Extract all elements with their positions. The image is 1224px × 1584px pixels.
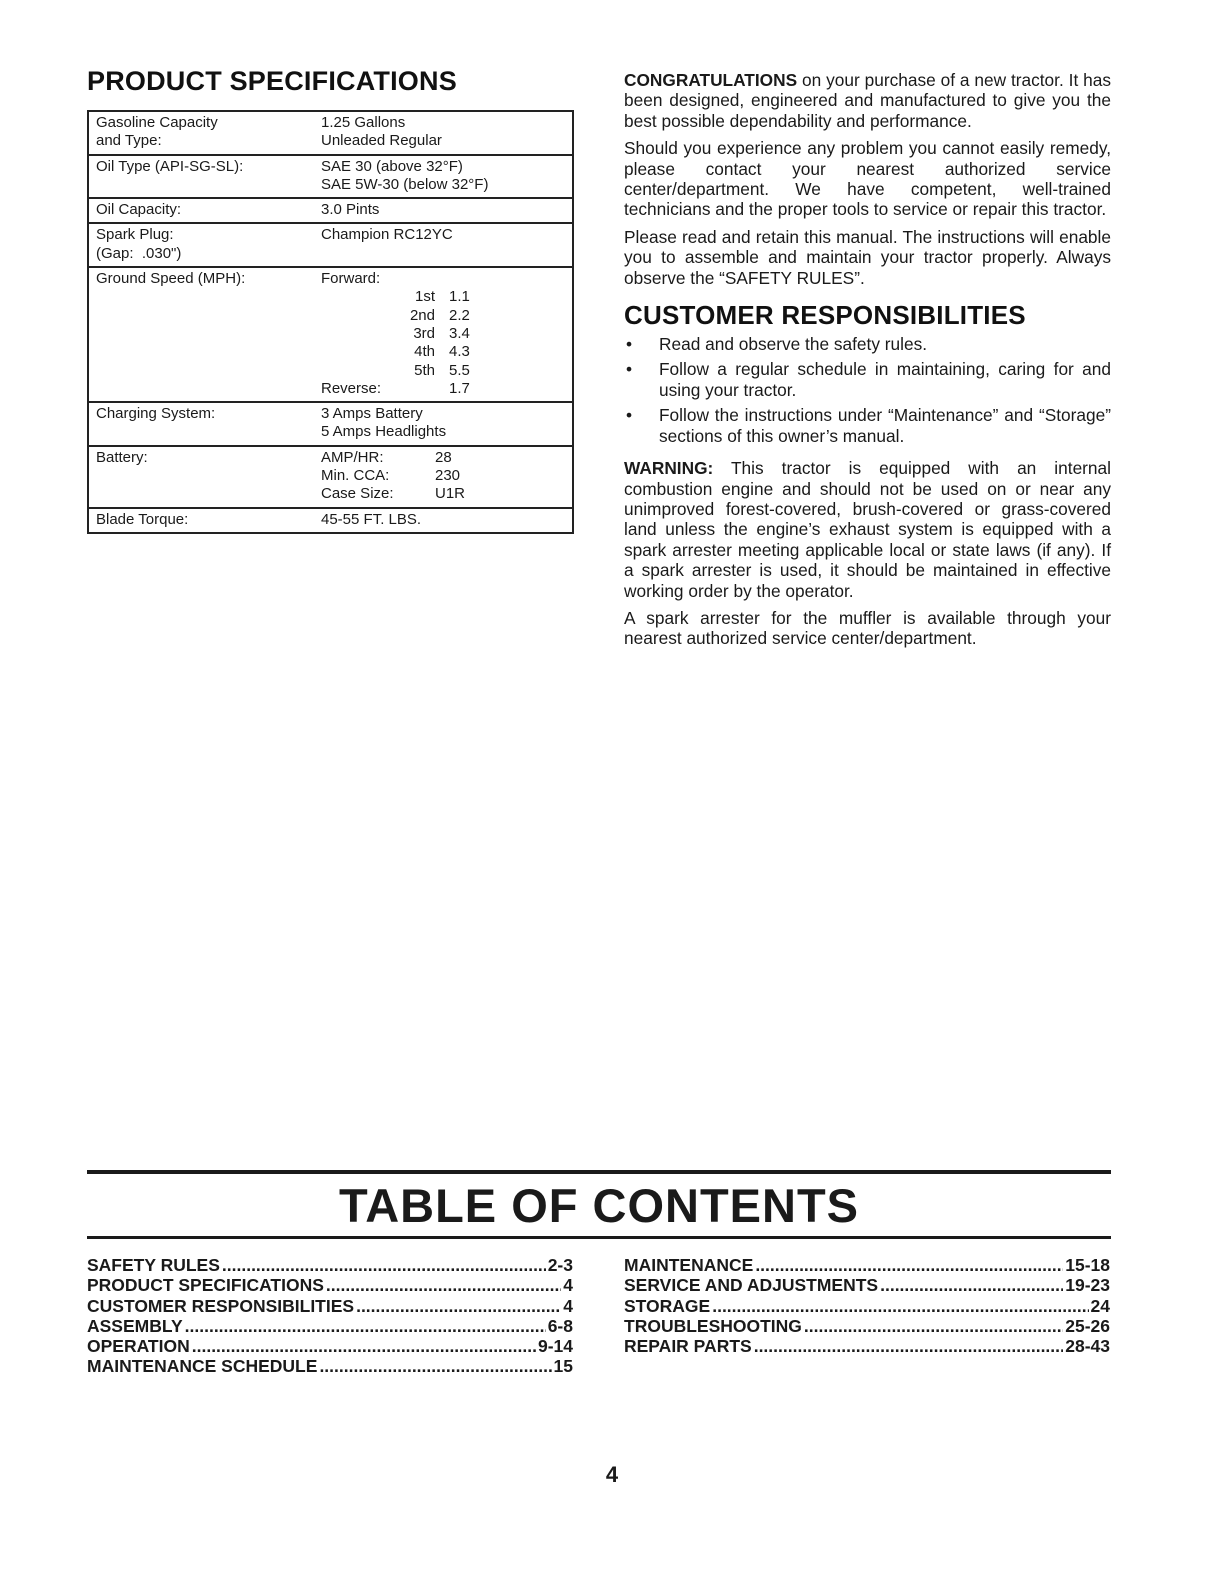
- toc-item-service-and-adjustments[interactable]: [624, 1275, 1110, 1295]
- battery-value: 28: [435, 448, 452, 466]
- toc-item-customer-responsibilities[interactable]: [87, 1296, 573, 1316]
- gear-name: 4th: [414, 343, 435, 361]
- toc-leader: [356, 1296, 561, 1316]
- battery-value: 230: [435, 467, 461, 485]
- battery-row: [321, 485, 572, 503]
- spec-label-line: Battery:: [96, 448, 148, 466]
- battery-name: Case Size:: [321, 485, 394, 503]
- battery-name: AMP/HR:: [321, 448, 384, 466]
- toc-page: 4: [563, 1275, 573, 1296]
- spec-label-line: Charging System:: [96, 405, 216, 423]
- warning-lead: WARNING:: [624, 458, 714, 479]
- responsibility-list: [624, 334, 1111, 446]
- product-specifications-heading: PRODUCT SPECIFICATIONS: [87, 66, 457, 96]
- toc-label: PRODUCT SPECIFICATIONS: [87, 1275, 324, 1296]
- toc-leader: [712, 1296, 1088, 1316]
- toc-item-maintenance-schedule[interactable]: [87, 1356, 573, 1376]
- gear-name: 5th: [414, 361, 435, 379]
- toc-item-repair-parts[interactable]: [624, 1336, 1110, 1356]
- toc-page: 15: [553, 1356, 573, 1377]
- gear-value: 4.3: [449, 343, 470, 361]
- toc-label: REPAIR PARTS: [624, 1336, 752, 1357]
- toc-label: SERVICE AND ADJUSTMENTS: [624, 1275, 879, 1296]
- toc-item-maintenance[interactable]: [624, 1255, 1110, 1275]
- spec-label-line: Ground Speed (MPH):: [96, 270, 246, 288]
- gear-row: [321, 307, 572, 325]
- spec-row-ground-speed: [89, 266, 572, 401]
- spec-value-line: SAE 5W-30 (below 32°F): [321, 175, 489, 193]
- battery-value: U1R: [435, 485, 466, 503]
- bullet-icon: •: [626, 405, 633, 426]
- toc-item-operation[interactable]: [87, 1336, 573, 1356]
- spark-arrester-paragraph: A spark arrester for the muffler is available through your nearest authorized service center/department.: [624, 607, 1111, 649]
- gear-row: [321, 288, 572, 306]
- reverse-row: [321, 380, 572, 398]
- list-item: [624, 334, 1111, 354]
- spec-label-line: Gasoline Capacity: [96, 114, 218, 131]
- toc-label: MAINTENANCE: [624, 1255, 754, 1275]
- spec-label-line: Oil Type (API-SG-SL):: [96, 157, 244, 175]
- spec-label-line: and Type:: [96, 132, 162, 150]
- spec-label-line: Oil Capacity:: [96, 201, 182, 219]
- warning-paragraph: [624, 458, 1111, 601]
- read-manual-paragraph: Please read and retain this manual. The instructions will enable you to assemble and maintain your tractor properly. Always observe the “SAFETY RULES”.: [624, 226, 1111, 288]
- toc-label: OPERATION: [87, 1336, 190, 1357]
- spec-row-oil-type: [89, 154, 572, 198]
- toc-label: SAFETY RULES: [87, 1255, 220, 1275]
- toc-top-rule: [87, 1170, 1111, 1174]
- spec-label-line: Spark Plug:: [96, 226, 174, 244]
- toc-page: 24: [1090, 1295, 1110, 1316]
- battery-name: Min. CCA:: [321, 467, 390, 485]
- toc-item-storage[interactable]: [624, 1296, 1110, 1316]
- gear-row: [321, 343, 572, 361]
- congratulations-text: on your purchase of a new tractor. It has been designed, engineered and manufactured to give you the best possible dependability and performance.: [624, 70, 1111, 131]
- gear-row: [321, 362, 572, 380]
- toc-page: 6-8: [547, 1315, 573, 1336]
- customer-responsibilities-heading: CUSTOMER RESPONSIBILITIES: [624, 300, 1026, 331]
- spec-value-line: Unleaded Regular: [321, 132, 442, 150]
- spec-label-line: Blade Torque:: [96, 510, 189, 528]
- list-item: [624, 359, 1111, 400]
- toc-leader: [326, 1275, 561, 1295]
- forward-label: Forward:: [321, 270, 381, 288]
- congratulations-paragraph: [624, 70, 1111, 131]
- congratulations-lead: CONGRATULATIONS: [624, 70, 798, 90]
- toc-page: 4: [563, 1295, 573, 1316]
- list-item-text: Follow the instructions under “Maintenance” and “Storage” sections of this owner’s manual.: [659, 405, 1111, 446]
- toc-label: CUSTOMER RESPONSIBILITIES: [87, 1295, 355, 1316]
- toc-leader: [192, 1336, 536, 1356]
- spec-label-line: (Gap: .030"): [96, 244, 182, 262]
- list-item-text: Follow a regular schedule in maintaining, caring for and using your tractor.: [659, 359, 1111, 400]
- toc-leader: [804, 1316, 1063, 1336]
- spec-row-gasoline: [89, 112, 572, 154]
- toc-leader: [185, 1316, 546, 1336]
- spec-value-line: 5 Amps Headlights: [321, 423, 447, 441]
- gear-row: [321, 325, 572, 343]
- toc-label: ASSEMBLY: [87, 1315, 183, 1336]
- toc-item-troubleshooting[interactable]: [624, 1316, 1110, 1336]
- warning-text: This tractor is equipped with an internal combustion engine and should not be used on or near any unimproved forest-covered, brush-covered or grass-covered land unless the engine’s exhaust system is equipped with a spark arrester meeting applicable local or state laws (if any). If a spark arrester is used, it should be maintained in effective working order by the operator.: [624, 458, 1111, 601]
- toc-leader: [880, 1275, 1063, 1295]
- battery-row: [321, 467, 572, 485]
- gear-value: 5.5: [449, 361, 470, 379]
- toc-page: 28-43: [1065, 1336, 1110, 1357]
- toc-page: 25-26: [1065, 1315, 1110, 1336]
- toc-page: 2-3: [547, 1255, 573, 1275]
- bullet-icon: •: [626, 359, 633, 380]
- reverse-label: Reverse:: [321, 379, 382, 397]
- toc-leader: [754, 1336, 1064, 1356]
- toc-left-column: [87, 1255, 573, 1377]
- spec-value-line: 1.25 Gallons: [321, 114, 406, 131]
- spec-row-oil-capacity: [89, 197, 572, 222]
- toc-title: TABLE OF CONTENTS: [338, 1179, 860, 1232]
- gear-value: 2.2: [449, 306, 470, 324]
- spec-value-line: 3 Amps Battery: [321, 405, 423, 423]
- toc-leader: [319, 1356, 551, 1376]
- spec-row-battery: [89, 445, 572, 507]
- spec-row-spark-plug: [89, 222, 572, 266]
- toc-page: 9-14: [537, 1336, 573, 1357]
- toc-right-column: [624, 1255, 1110, 1356]
- gear-value: 1.1: [449, 288, 470, 306]
- toc-label: TROUBLESHOOTING: [624, 1315, 802, 1336]
- list-item-text: Read and observe the safety rules.: [659, 334, 928, 355]
- spec-table: [87, 110, 574, 534]
- list-item: [624, 405, 1111, 446]
- toc-label: STORAGE: [624, 1295, 711, 1316]
- problem-paragraph: Should you experience any problem you cannot easily remedy, please contact your nearest authorized service center/department. We have competent, well-trained technicians and the proper tools to service or repair this tractor.: [624, 138, 1111, 220]
- toc-page: 19-23: [1065, 1275, 1110, 1296]
- intro-and-responsibilities: [624, 70, 1111, 656]
- gear-name: 1st: [414, 288, 435, 306]
- toc-item-assembly[interactable]: [87, 1316, 573, 1336]
- toc-item-product-specifications[interactable]: [87, 1275, 573, 1295]
- toc-label: MAINTENANCE SCHEDULE: [87, 1356, 318, 1377]
- spec-value-line: 45-55 FT. LBS.: [321, 510, 422, 528]
- toc-page: 15-18: [1065, 1255, 1110, 1275]
- reverse-value: 1.7: [449, 379, 470, 397]
- gear-value: 3.4: [449, 324, 470, 342]
- spec-value-line: SAE 30 (above 32°F): [321, 157, 463, 175]
- toc-leader: [755, 1255, 1063, 1275]
- spec-value-line: 3.0 Pints: [321, 201, 380, 219]
- battery-row: [321, 449, 572, 467]
- spec-row-charging-system: [89, 401, 572, 445]
- page-number: 4: [605, 1462, 619, 1487]
- spec-row-blade-torque: [89, 507, 572, 532]
- toc-item-safety-rules[interactable]: [87, 1255, 573, 1275]
- gear-name: 2nd: [409, 306, 435, 324]
- toc-leader: [222, 1255, 546, 1275]
- bullet-icon: •: [626, 334, 633, 355]
- gear-name: 3rd: [413, 324, 435, 342]
- product-specifications-section: [87, 66, 572, 534]
- toc-bottom-rule: [87, 1236, 1111, 1239]
- spec-value-line: Champion RC12YC: [321, 226, 453, 244]
